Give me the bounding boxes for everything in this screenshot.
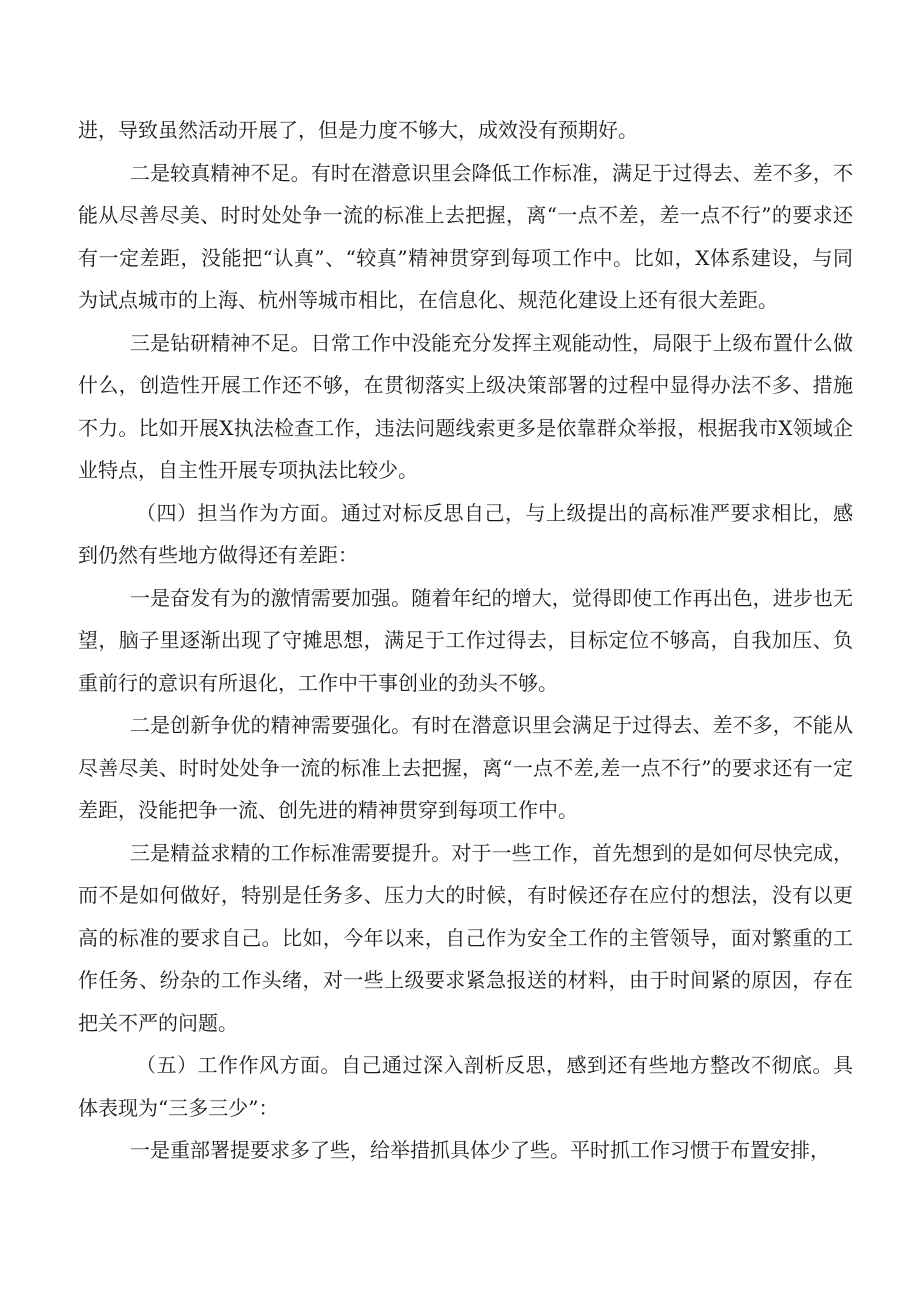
paragraph-item-3-standards: 三是精益求精的工作标准需要提升。对于一些工作，首先想到的是如何尽快完成，而不是如何做好，特别是任务多、压力大的时候，有时候还存在应付的想法，没有以更高的标准的要求自己。比如，今年以来，自己作为安全工作的主管领导，面对繁重的工作任务、纷杂的工作头绪，对一些上级要求紧急报送的材料，由于时间紧的原因，存在把关不严的问题。 <box>78 840 853 1035</box>
section-heading-5-work-style: （五）工作作风方面。自己通过深入剖析反思，感到还有些地方整改不彻底。具体表现为“三多三少”： <box>78 1053 853 1120</box>
paragraph-item-3-research: 三是钻研精神不足。日常工作中没能充分发挥主观能动性，局限于上级布置什么做什么，创造性开展工作还不够，在贯彻落实上级决策部署的过程中显得办法不多、措施不力。比如开展X执法检查工作，违法问题线索更多是依靠群众举报，根据我市X领域企业特点，自主性开展专项执法比较少。 <box>78 330 853 482</box>
paragraph-item-2-innovation: 二是创新争优的精神需要强化。有时在潜意识里会满足于过得去、差不多，不能从尽善尽美、时时处处争一流的标准上去把握，离“一点不差,差一点不行”的要求还有一定差距，没能把争一流、创先进的精神贯穿到每项工作中。 <box>78 713 853 822</box>
paragraph-item-2-rigor: 二是较真精神不足。有时在潜意识里会降低工作标准，满足于过得去、差不多，不能从尽善尽美、时时处处争一流的标准上去把握，离“一点不差，差一点不行”的要求还有一定差距，没能把“认真”、“较真”精神贯穿到每项工作中。比如，X体系建设，与同为试点城市的上海、杭州等城市相比，在信息化、规范化建设上还有很大差距。 <box>78 160 853 312</box>
document-page <box>78 109 853 1172</box>
paragraph-item-1-deployment: 一是重部署提要求多了些，给举措抓具体少了些。平时抓工作习惯于布置安排， <box>130 1138 830 1162</box>
section-heading-4-responsibility: （四）担当作为方面。通过对标反思自己，与上级提出的高标准严要求相比，感到仍然有些地方做得还有差距： <box>78 500 853 567</box>
paragraph-item-1-passion: 一是奋发有为的激情需要加强。随着年纪的增大，觉得即使工作再出色，进步也无望，脑子里逐渐出现了守摊思想，满足于工作过得去，目标定位不够高，自我加压、负重前行的意识有所退化，工作中干事创业的劲头不够。 <box>78 585 853 695</box>
paragraph-continuation: 进，导致虽然活动开展了，但是力度不够大，成效没有预期好。 <box>78 118 638 142</box>
